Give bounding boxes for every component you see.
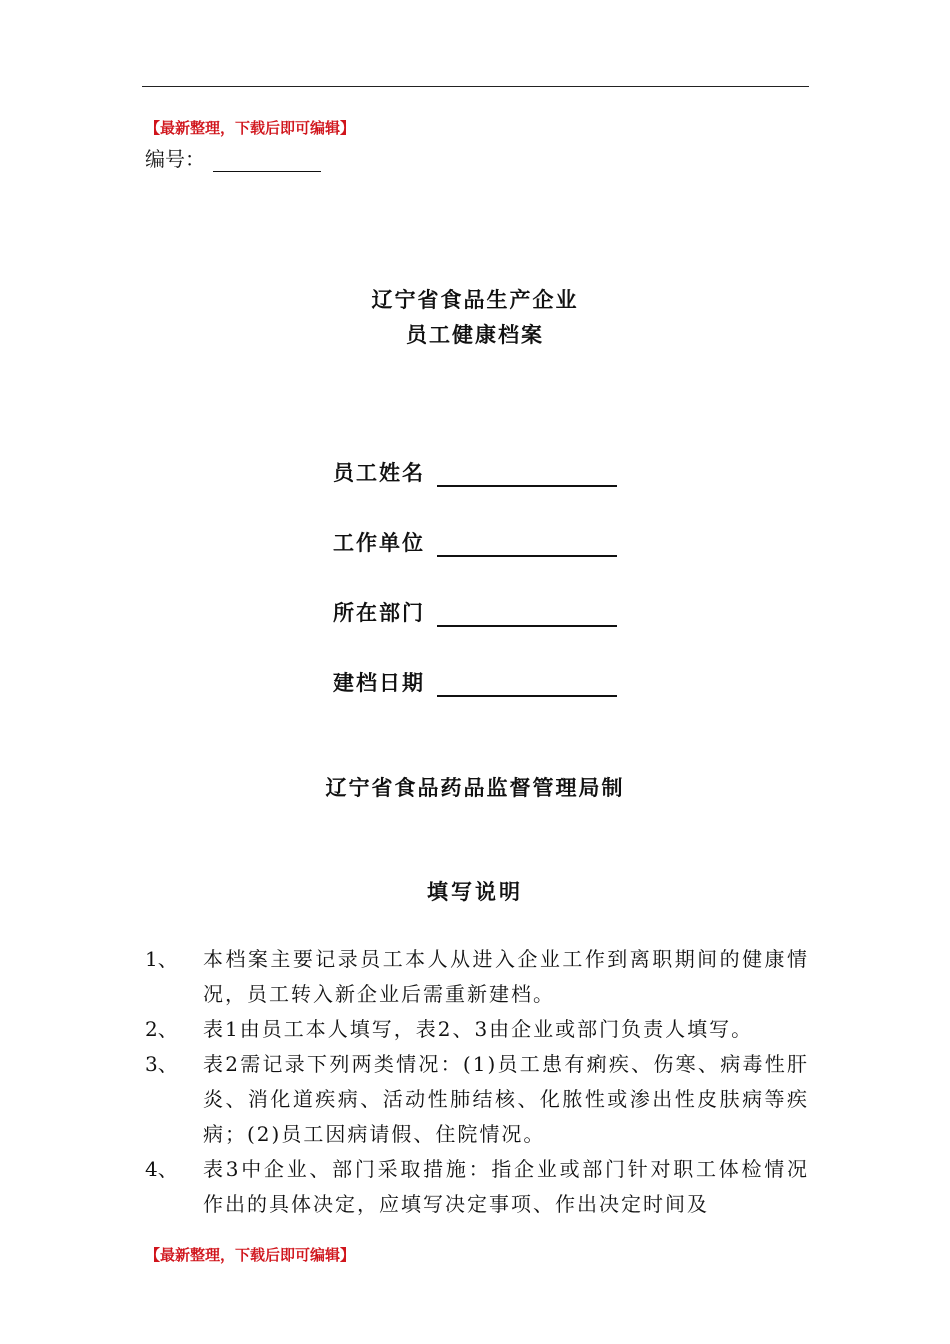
instruction-item <box>145 942 809 1012</box>
field-employee-name <box>333 457 617 487</box>
document-title-line1: 辽宁省食品生产企业 <box>371 287 579 312</box>
item-number: 4、 <box>145 1157 178 1181</box>
field-work-unit <box>333 527 617 557</box>
field-department <box>333 597 617 627</box>
item-text: 表3中企业、部门采取措施：指企业或部门针对职工体检情况作出的具体决定，应填写决定事项、作出决定时间及 <box>203 1157 809 1216</box>
instruction-item <box>145 1152 809 1222</box>
field-label: 员工姓名 <box>333 460 425 485</box>
document-title-line2: 员工健康档案 <box>406 322 544 347</box>
instruction-item <box>145 1012 809 1047</box>
instructions-title: 填写说明 <box>427 879 523 904</box>
item-text: 本档案主要记录员工本人从进入企业工作到离职期间的健康情况，员工转入新企业后需重新建档。 <box>203 947 809 1006</box>
issuer: 辽宁省食品药品监督管理局制 <box>325 775 625 800</box>
field-label: 工作单位 <box>333 530 425 555</box>
field-label: 建档日期 <box>333 670 425 695</box>
serial-number <box>145 143 321 172</box>
field-blank[interactable] <box>437 463 617 487</box>
field-blank[interactable] <box>437 533 617 557</box>
item-number: 3、 <box>145 1052 178 1076</box>
field-filing-date <box>333 667 617 697</box>
field-blank[interactable] <box>437 673 617 697</box>
field-label: 所在部门 <box>333 600 425 625</box>
serial-blank[interactable] <box>213 149 321 172</box>
header-banner: 【最新整理，下载后即可编辑】 <box>145 119 356 137</box>
field-blank[interactable] <box>437 603 617 627</box>
instruction-item <box>145 1047 809 1152</box>
item-text: 表1由员工本人填写，表2、3由企业或部门负责人填写。 <box>203 1017 754 1041</box>
item-number: 2、 <box>145 1017 178 1041</box>
item-number: 1、 <box>145 947 178 971</box>
serial-label: 编号： <box>145 147 205 171</box>
item-text: 表2需记录下列两类情况：(1)员工患有痢疾、伤寒、病毒性肝炎、消化道疾病、活动性肺结核、化脓性或渗出性皮肤病等疾病；(2)员工因病请假、住院情况。 <box>203 1052 809 1146</box>
footer-banner: 【最新整理，下载后即可编辑】 <box>145 1246 356 1264</box>
header-rule <box>142 86 809 87</box>
